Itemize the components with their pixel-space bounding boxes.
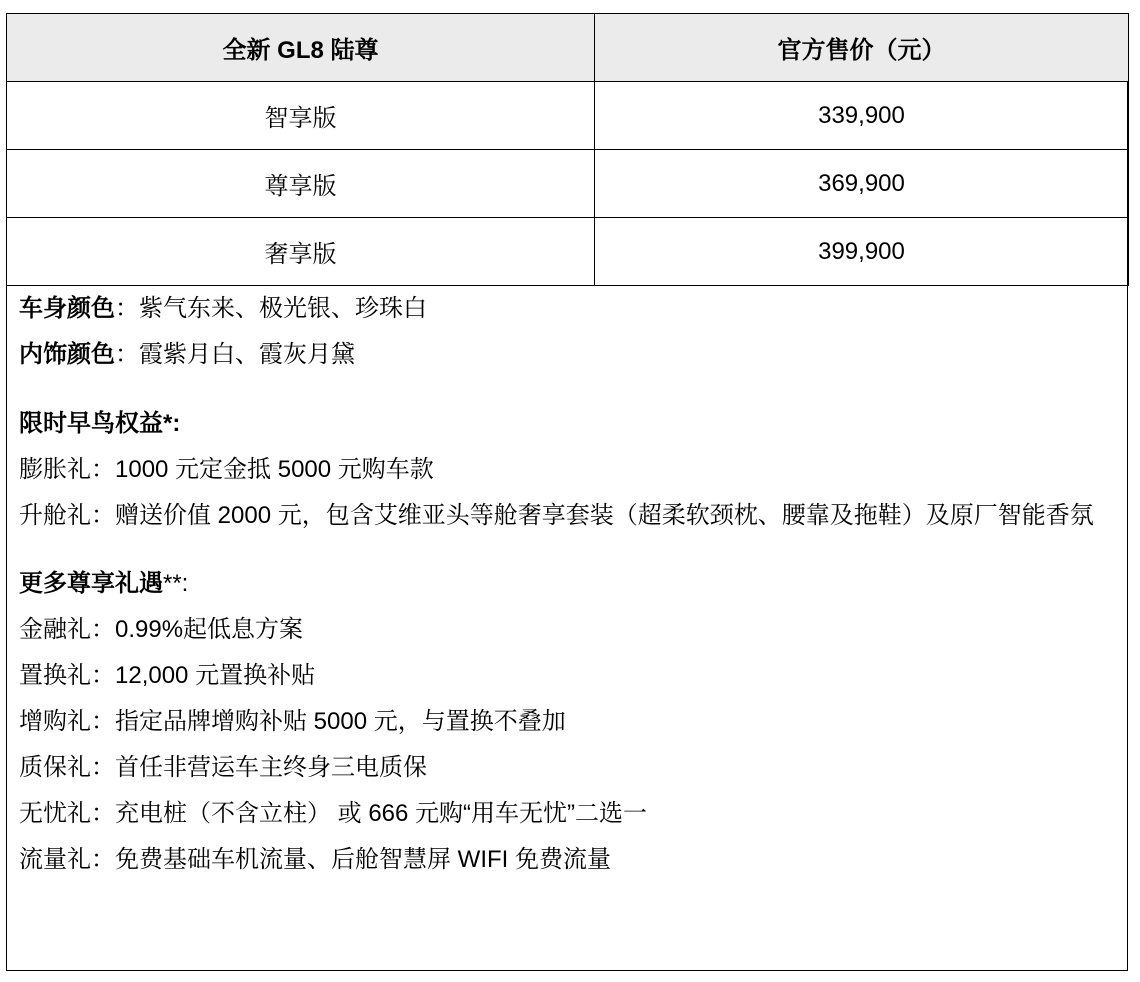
body-color-label: 车身颜色 <box>19 295 115 322</box>
list-item: 金融礼：0.99%起低息方案 <box>19 616 304 643</box>
list-item: 升舱礼：赠送价值 2000 元，包含艾维亚头等舱奢享套装（超柔软颈枕、腰靠及拖鞋）及原厂智能香氛 <box>19 502 1094 529</box>
list-item: 置换礼：12,000 元置换补贴 <box>19 662 316 689</box>
notes-section <box>19 286 1119 883</box>
body-color-line <box>19 286 1119 332</box>
interior-color-value: ：霞紫月白、霞灰月黛 <box>115 341 355 368</box>
price-table <box>6 13 1129 286</box>
table-row <box>7 82 1129 150</box>
table-header-row <box>7 14 1129 82</box>
early-bird-heading: 限时早鸟权益*: <box>19 410 181 437</box>
body-color-value: ：紫气东来、极光银、珍珠白 <box>115 295 427 322</box>
spacer <box>19 538 1119 561</box>
list-item: 增购礼：指定品牌增购补贴 5000 元，与置换不叠加 <box>19 708 566 735</box>
trim-cell: 尊享版 <box>7 150 595 218</box>
trim-cell: 智享版 <box>7 82 595 150</box>
price-cell: 399,900 <box>595 218 1129 286</box>
list-item: 无忧礼：充电桩（不含立柱） 或 666 元购“用车无忧”二选一 <box>19 800 648 827</box>
price-header: 官方售价（元） <box>595 14 1129 82</box>
interior-color-label: 内饰颜色 <box>19 341 115 368</box>
interior-color-line <box>19 332 1119 378</box>
trim-cell: 奢享版 <box>7 218 595 286</box>
model-header: 全新 GL8 陆尊 <box>7 14 595 82</box>
price-cell: 339,900 <box>595 82 1129 150</box>
table-row <box>7 150 1129 218</box>
list-item: 质保礼：首任非营运车主终身三电质保 <box>19 754 427 781</box>
spacer <box>19 378 1119 401</box>
more-benefits-heading: 更多尊享礼遇**: <box>19 570 189 597</box>
price-cell: 369,900 <box>595 150 1129 218</box>
table-row <box>7 218 1129 286</box>
list-item: 膨胀礼：1000 元定金抵 5000 元购车款 <box>19 456 434 483</box>
list-item: 流量礼：免费基础车机流量、后舱智慧屏 WIFI 免费流量 <box>19 846 611 873</box>
